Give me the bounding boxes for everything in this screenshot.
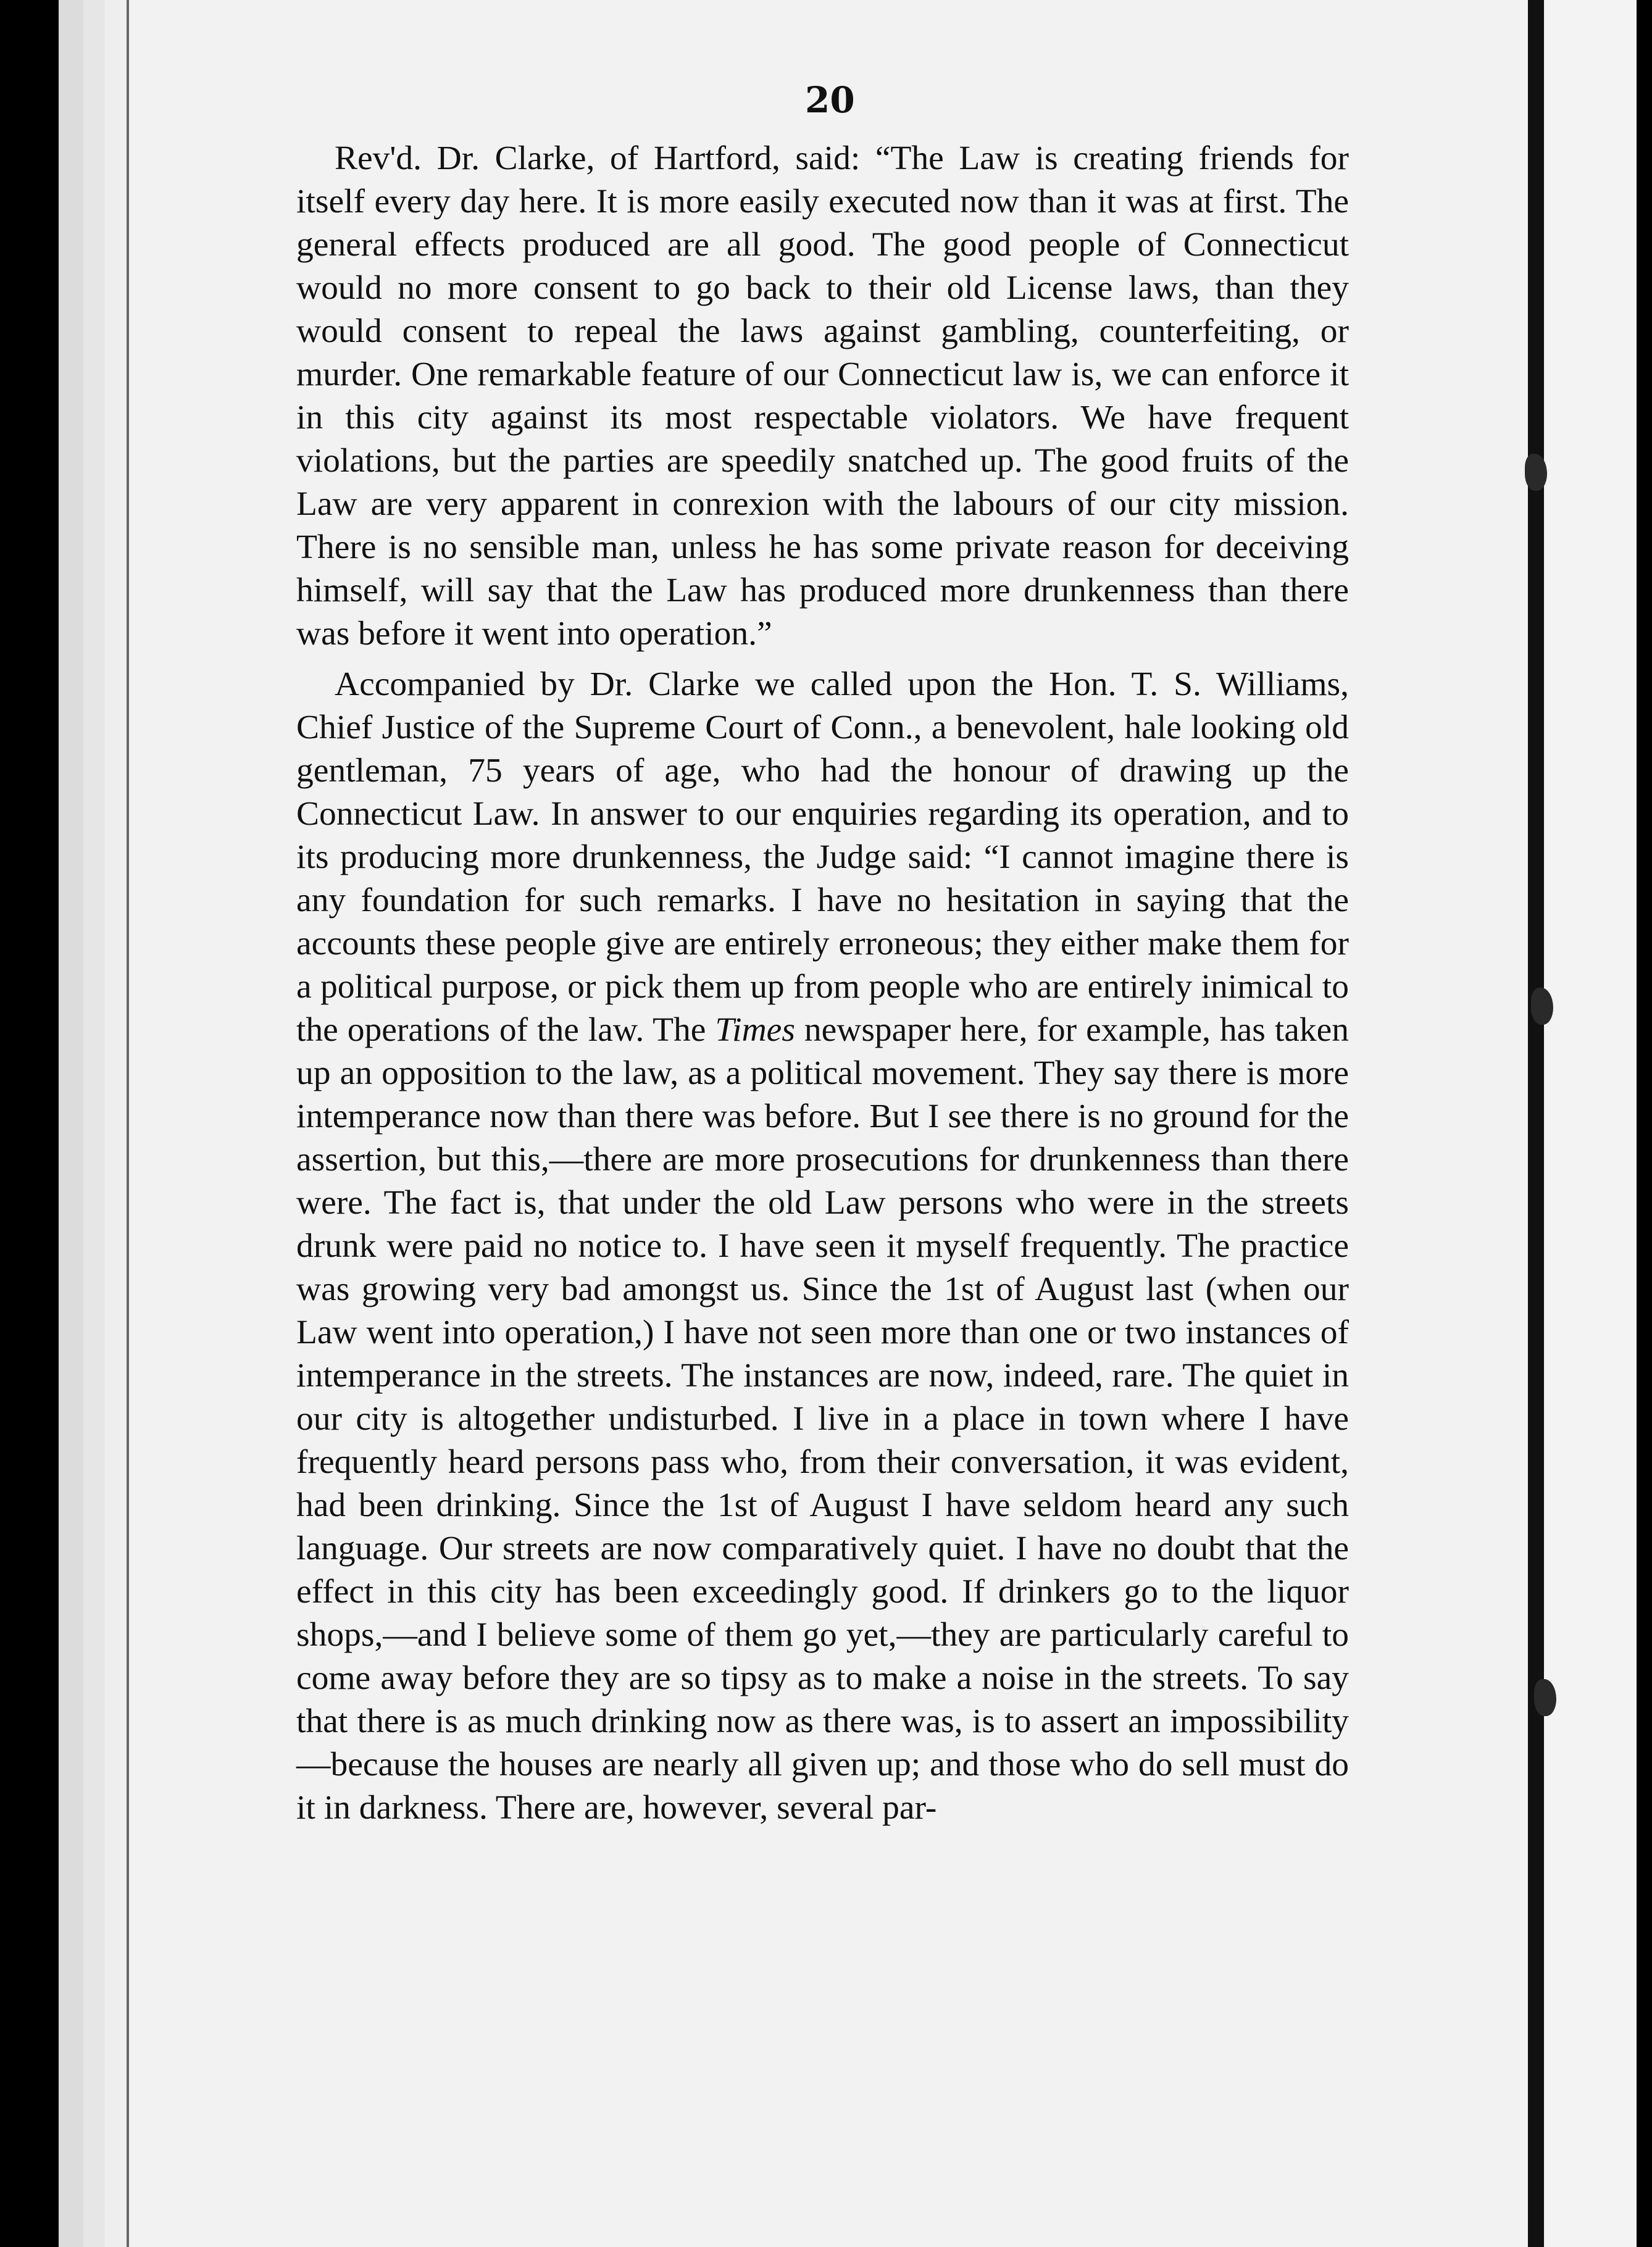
- page-stack-edge: [105, 0, 128, 2247]
- scan-border: [1637, 0, 1652, 2247]
- paragraph-text: newspaper here, for example, has taken up an opposition to the law, as a political movement. They say there is more intemperance now than there was before. But I see there is no ground for the assertion, but this,—there are more prosecutions for drunkenness than there were. The fact is, that under the old Law persons who were in the streets drunk were paid no notice to. I have seen it myself frequently. The practice was growing very bad amongst us. Since the 1st of August last (when our Law went into operation,) I have not seen more than one or two instances of intemperance in the streets. The instances are now, indeed, rare. The quiet in our city is altogether undisturbed. I live in a place in town where I have frequently heard persons pass who, from their conversation, it was evident, had been drinking. Since the 1st of August I have seldom heard any such language. Our streets are now comparatively quiet. I have no doubt that the effect in this city has been exceedingly good. If drinkers go to the liquor shops,—and I believe some of them go yet,—they are particularly careful to come away before they are so tipsy as to make a noise in the streets. To say that there is as much drinking now as there was, is to assert an impossibility—because the houses are nearly all given up; and those who do sell must do it in darkness. There are, however, several par-: [296, 1011, 1350, 1827]
- book-gutter: [1528, 0, 1544, 2247]
- page-stack-edge: [83, 0, 107, 2247]
- newspaper-title: Times: [715, 1011, 795, 1049]
- paragraph-text: Accompanied by Dr. Clarke we called upon the Hon. T. S. Williams, Chief Justice of the Supreme Court of Conn., a benevolent, hale looking old gentleman, 75 years of age, who had the honour of drawing up the Connecticut Law. In answer to our enquiries regarding its operation, and to its producing more drunkenness, the Judge said: “I cannot imagine there is any foundation for such remarks. I have no hesitation in saying that the accounts these people give are entirely erroneous; they either make them for a political purpose, or pick them up from people who are entirely inimical to the operations of the law. The: [296, 665, 1349, 1049]
- facing-page-edge: [1544, 0, 1637, 2247]
- body-text: [296, 137, 1349, 1837]
- paragraph: Rev'd. Dr. Clarke, of Hartford, said: “The Law is creating friends for itself every day here. It is more easily executed now than it was at first. The general effects produced are all good. The good people of Connecticut would no more consent to go back to their old License laws, than they would consent to repeal the laws against gambling, counterfeiting, or murder. One remarkable feature of our Connecticut law is, we can enforce it in this city against its most respectable violators. We have frequent violations, but the parties are speedily snatched up. The good fruits of the Law are very apparent in conrexion with the labours of our city mission. There is no sensible man, unless he has some private reason for deceiving himself, will say that the Law has produced more drunkenness than there was before it went into operation.”: [296, 140, 1349, 652]
- page-number: 20: [805, 79, 855, 121]
- page-stack-edge: [59, 0, 85, 2247]
- paragraph: [296, 663, 1349, 1830]
